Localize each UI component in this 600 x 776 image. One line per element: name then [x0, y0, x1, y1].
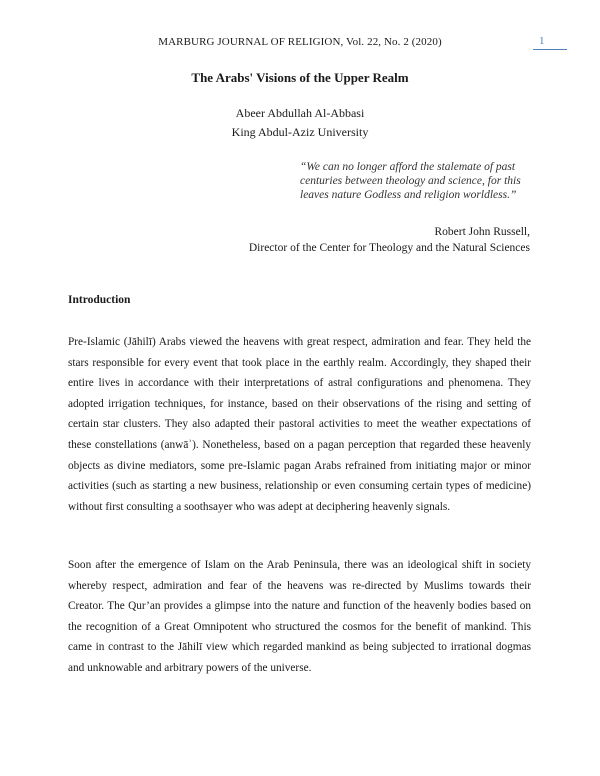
epigraph-role: Director of the Center for Theology and the Natural Sciences — [248, 242, 530, 254]
page-number: 1 — [533, 35, 567, 50]
body-paragraph: Pre-Islamic (Jāhilī) Arabs viewed the heavens with great respect, admiration and fear. They held the stars responsible for every event that took place in the earthly realm. Accordingly, they shaped their entire lives in accordance with their interpretations of astral configurations and phenomena. They adopted irrigation techniques, for instance, based on their observations of the rising and setting of certain star clusters. They also adapted their pastoral activities to meet the weather expectations of these constellations (anwāʾ). Nonetheless, based on a pagan perception that regarded these heavenly objects as divine mediators, some pre-Islamic pagan Arabs refrained from initiating major or minor activities (such as starting a new business, relationship or even consuming certain types of medicine) without first consulting a soothsayer who was adept at deciphering heavenly signals. — [68, 336, 531, 513]
epigraph-name: Robert John Russell, — [434, 226, 530, 238]
article-title: The Arabs' Visions of the Upper Realm — [191, 70, 409, 85]
epigraph-attribution — [220, 224, 530, 256]
epigraph-quote: “We can no longer afford the stalemate of past centuries between theology and science, for this leaves nature Godless and religion worldless.” — [300, 161, 521, 201]
author-affiliation: King Abdul-Aziz University — [231, 125, 369, 139]
running-header: MARBURG JOURNAL OF RELIGION, Vol. 22, No. 2 (2020) — [158, 36, 442, 48]
body-paragraph: Soon after the emergence of Islam on the Arab Peninsula, there was an ideological shift in society whereby respect, admiration and fear of the heavens was re-directed by Muslims towards their Creator. The Qur’an provides a glimpse into the nature and function of the heavenly bodies based on the recognition of a Great Omnipotent who structured the cosmos for the benefit of mankind. This came in contrast to the Jāhilī view which regarded mankind as being subjected to irrational dogmas and unknowable and arbitrary powers of the universe. — [68, 559, 531, 674]
author-name: Abeer Abdullah Al-Abbasi — [235, 106, 365, 120]
section-heading: Introduction — [68, 294, 131, 306]
